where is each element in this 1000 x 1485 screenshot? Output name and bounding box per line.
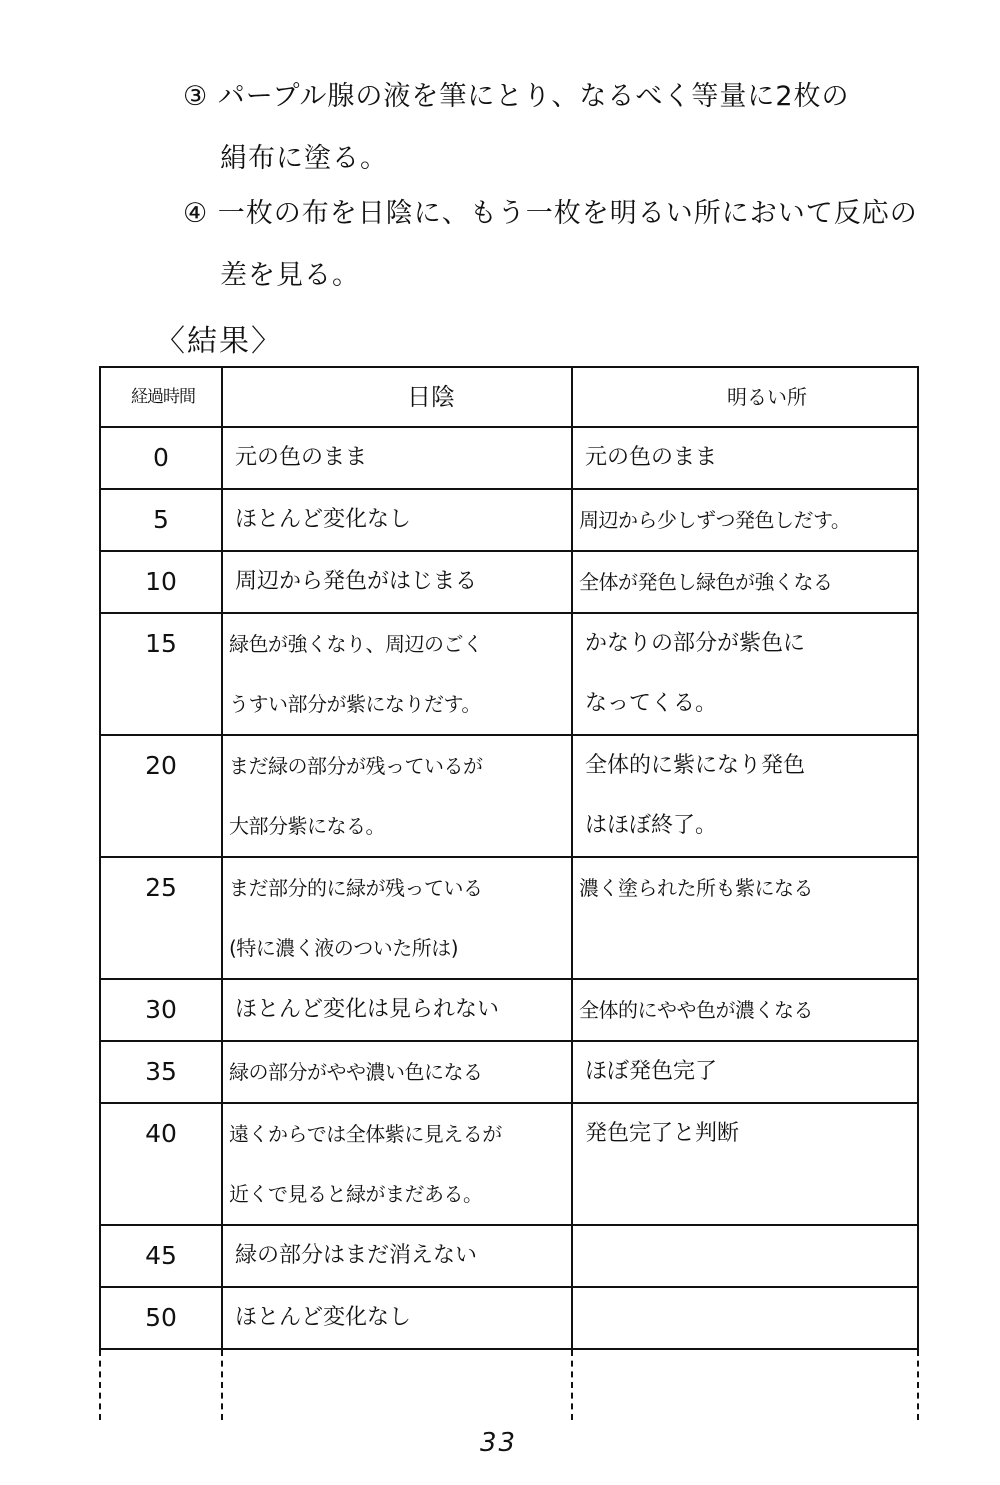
cell-line: ほとんど変化なし bbox=[235, 1305, 412, 1330]
cell-line: 緑の部分がやや濃い色になる bbox=[229, 1060, 483, 1084]
cell-line: 大部分紫になる。 bbox=[229, 814, 385, 838]
table-row bbox=[100, 551, 918, 613]
cell-line: (特に濃く液のついた所は) bbox=[229, 936, 459, 960]
cell-line: 発色完了と判断 bbox=[585, 1121, 740, 1146]
header-row bbox=[100, 367, 918, 427]
empty-cell bbox=[222, 1349, 572, 1420]
step-3-line-2: 絹布に塗る。 bbox=[220, 143, 388, 174]
time-cell: 20 bbox=[100, 735, 222, 857]
shade-cell bbox=[222, 735, 572, 857]
cell-line: 全体が発色し緑色が強くなる bbox=[579, 570, 833, 594]
bright-cell bbox=[572, 735, 918, 857]
cell-line: ほとんど変化は見られない bbox=[235, 997, 500, 1022]
table-row bbox=[100, 427, 918, 489]
bright-cell bbox=[572, 1287, 918, 1349]
step-4-line-1: ④ 一枚の布を日陰に、もう一枚を明るい所において反応の bbox=[183, 198, 918, 229]
bright-cell bbox=[572, 489, 918, 551]
bright-cell bbox=[572, 1103, 918, 1225]
table-row bbox=[100, 1103, 918, 1225]
shade-cell bbox=[222, 1287, 572, 1349]
time-cell: 35 bbox=[100, 1041, 222, 1103]
results-table bbox=[99, 366, 919, 1420]
bright-cell bbox=[572, 1225, 918, 1287]
bright-cell bbox=[572, 551, 918, 613]
step-4-line-2: 差を見る。 bbox=[220, 260, 360, 291]
shade-cell bbox=[222, 857, 572, 979]
table-row bbox=[100, 735, 918, 857]
time-cell: 25 bbox=[100, 857, 222, 979]
cell-line: はほぼ終了。 bbox=[585, 813, 718, 838]
bright-cell bbox=[572, 1041, 918, 1103]
cell-line: 緑色が強くなり、周辺のごく bbox=[229, 632, 483, 656]
shade-cell bbox=[222, 551, 572, 613]
shade-cell bbox=[222, 1041, 572, 1103]
table-row bbox=[100, 1287, 918, 1349]
cell-line: 元の色のまま bbox=[235, 445, 368, 470]
table-row bbox=[100, 857, 918, 979]
step-3-line-1: ③ パープル腺の液を筆にとり、なるべく等量に2枚の bbox=[183, 81, 850, 112]
time-cell: 0 bbox=[100, 427, 222, 489]
cell-line: 周辺から発色がはじまる bbox=[235, 569, 478, 594]
header-shade: 日陰 bbox=[222, 367, 572, 427]
cell-line: 近くで見ると緑がまだある。 bbox=[229, 1182, 483, 1206]
time-cell: 10 bbox=[100, 551, 222, 613]
empty-cell bbox=[100, 1349, 222, 1420]
cell-line: なってくる。 bbox=[585, 691, 718, 716]
header-elapsed-time: 経過時間 bbox=[100, 367, 222, 427]
cell-line: まだ部分的に緑が残っている bbox=[229, 876, 483, 900]
results-heading: 〈結果〉 bbox=[155, 324, 283, 359]
bright-cell bbox=[572, 613, 918, 735]
cell-line: 全体的に紫になり発色 bbox=[585, 753, 806, 778]
bright-cell bbox=[572, 427, 918, 489]
shade-cell bbox=[222, 489, 572, 551]
time-cell: 15 bbox=[100, 613, 222, 735]
header-bright-place: 明るい所 bbox=[572, 367, 918, 427]
cell-line: 全体的にやや色が濃くなる bbox=[579, 998, 813, 1022]
step-4 bbox=[183, 183, 918, 307]
cell-line: うすい部分が紫になりだす。 bbox=[229, 692, 481, 716]
table-row bbox=[100, 979, 918, 1041]
table-row bbox=[100, 489, 918, 551]
table-row-empty bbox=[100, 1349, 918, 1420]
bright-cell bbox=[572, 979, 918, 1041]
page-number: 33 bbox=[480, 1428, 518, 1458]
cell-line: まだ緑の部分が残っているが bbox=[229, 754, 483, 778]
table-row bbox=[100, 613, 918, 735]
shade-cell bbox=[222, 1103, 572, 1225]
cell-line: 濃く塗られた所も紫になる bbox=[579, 876, 813, 900]
shade-cell bbox=[222, 1225, 572, 1287]
cell-line: 元の色のまま bbox=[585, 445, 718, 470]
shade-cell bbox=[222, 613, 572, 735]
time-cell: 45 bbox=[100, 1225, 222, 1287]
step-3 bbox=[183, 66, 850, 190]
cell-line: 緑の部分はまだ消えない bbox=[235, 1243, 478, 1268]
cell-line: 遠くからでは全体紫に見えるが bbox=[229, 1122, 502, 1146]
cell-line: ほとんど変化なし bbox=[235, 507, 412, 532]
time-cell: 40 bbox=[100, 1103, 222, 1225]
time-cell: 50 bbox=[100, 1287, 222, 1349]
shade-cell bbox=[222, 427, 572, 489]
time-cell: 30 bbox=[100, 979, 222, 1041]
cell-line: ほぼ発色完了 bbox=[585, 1059, 718, 1084]
bright-cell bbox=[572, 857, 918, 979]
cell-line: かなりの部分が紫色に bbox=[585, 631, 806, 656]
shade-cell bbox=[222, 979, 572, 1041]
table-row bbox=[100, 1041, 918, 1103]
cell-line: 周辺から少しずつ発色しだす。 bbox=[579, 508, 851, 532]
empty-cell bbox=[572, 1349, 918, 1420]
table-row bbox=[100, 1225, 918, 1287]
time-cell: 5 bbox=[100, 489, 222, 551]
